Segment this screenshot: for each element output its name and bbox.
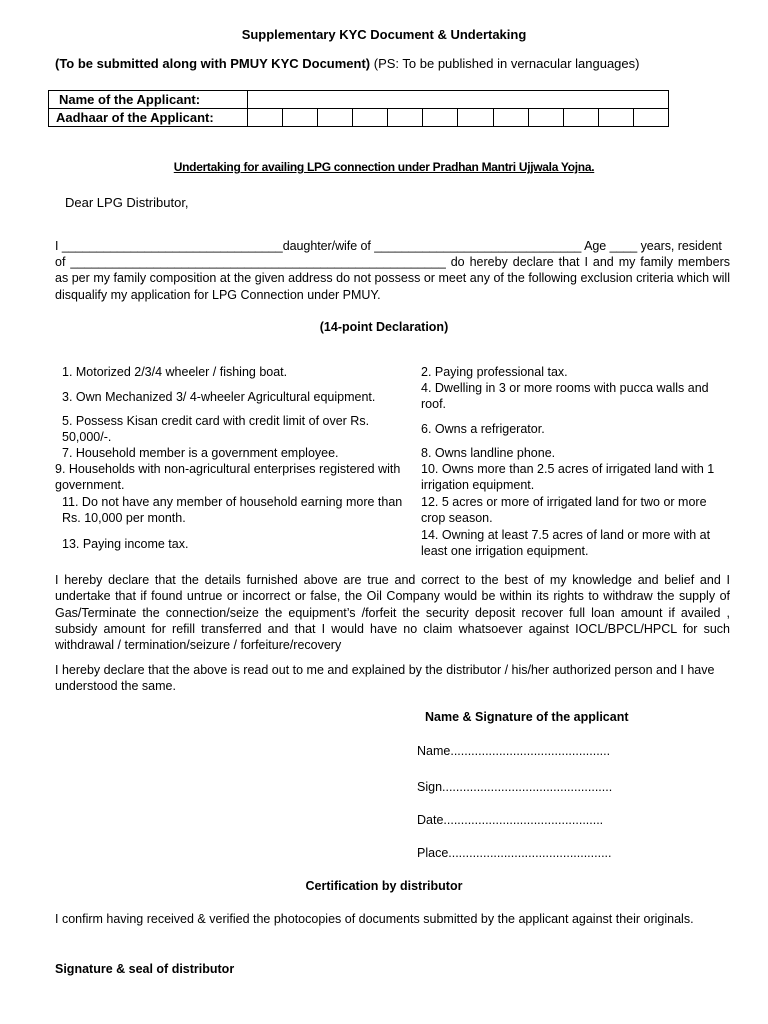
certification-text: I confirm having received & verified the photocopies of documents submitted by the applicant against their originals. bbox=[55, 912, 694, 926]
declaration-item: 1. Motorized 2/3/4 wheeler / fishing boat. bbox=[62, 365, 288, 379]
declaration-item: 14. Owning at least 7.5 acres of land or more with at least one irrigation equipment. bbox=[421, 528, 711, 559]
declaration-item: 13. Paying income tax. bbox=[62, 537, 189, 551]
declaration-item: 3. Own Mechanized 3/ 4-wheeler Agricultural equipment. bbox=[62, 390, 376, 404]
distributor-signature-seal: Signature & seal of distributor bbox=[55, 962, 235, 976]
applicant-table bbox=[48, 90, 669, 127]
aadhaar-digit-box[interactable] bbox=[388, 109, 423, 127]
intro-paragraph: of ______________________________________________________ do hereby declare that I and my family members as per my family composition at the given address do not possess or meet any of the following exclusion criteria which will disqualify my application for LPG Connection under PMUY. bbox=[55, 255, 730, 302]
declaration-item: 9. Households with non-agricultural enterprises registered with government. bbox=[55, 462, 401, 493]
aadhaar-digit-box[interactable] bbox=[493, 109, 528, 127]
aadhaar-digit-box[interactable] bbox=[528, 109, 563, 127]
aadhaar-digit-box[interactable] bbox=[353, 109, 388, 127]
applicant-name-field[interactable] bbox=[248, 91, 669, 109]
read-out-paragraph: I hereby declare that the above is read out to me and explained by the distributor / his/her authorized person and I have understood the same. bbox=[55, 663, 715, 694]
applicant-aadhaar-row bbox=[49, 109, 669, 127]
aadhaar-digit-box[interactable] bbox=[423, 109, 458, 127]
aadhaar-digit-box[interactable] bbox=[318, 109, 353, 127]
declaration-item: 10. Owns more than 2.5 acres of irrigated land with 1 irrigation equipment. bbox=[421, 462, 715, 493]
aadhaar-digit-box[interactable] bbox=[283, 109, 318, 127]
applicant-date-line[interactable]: Date.............................................. bbox=[417, 813, 604, 827]
aadhaar-digit-box[interactable] bbox=[248, 109, 283, 127]
applicant-name-line[interactable]: Name.............................................. bbox=[417, 744, 611, 758]
declaration-item: 6. Owns a refrigerator. bbox=[421, 422, 545, 436]
declaration-item: 5. Possess Kisan credit card with credit limit of over Rs. 50,000/-. bbox=[62, 414, 370, 445]
aadhaar-digit-box[interactable] bbox=[598, 109, 633, 127]
salutation: Dear LPG Distributor, bbox=[65, 195, 189, 210]
declaration-paragraph: I hereby declare that the details furnished above are true and correct to the best of my knowledge and belief and I undertake that if found untrue or incorrect or false, the Oil Company would be within its rights to withdraw the supply of Gas/Terminate the connection/seize the equipment’s /forfeit the security deposit recover full loan amount if availed , subsidy amount for refill transferred and that I would have no claim whatsoever against IOCL/BPCL/HPCL for such withdrawal / termination/seizure / forfeiture/recovery bbox=[55, 573, 730, 653]
declaration-item: 8. Owns landline phone. bbox=[421, 446, 556, 460]
aadhaar-digit-box[interactable] bbox=[633, 109, 668, 127]
applicant-aadhaar-label: Aadhaar of the Applicant: bbox=[49, 109, 248, 127]
applicant-place-line[interactable]: Place............................................... bbox=[417, 846, 612, 860]
declaration-item: 12. 5 acres or more of irrigated land for two or more crop season. bbox=[421, 495, 707, 526]
applicant-name-label: Name of the Applicant: bbox=[49, 91, 248, 109]
applicant-sign-line[interactable]: Sign................................................. bbox=[417, 780, 613, 794]
signature-heading: Name & Signature of the applicant bbox=[425, 710, 629, 724]
aadhaar-digit-box[interactable] bbox=[563, 109, 598, 127]
applicant-name-row bbox=[49, 91, 669, 109]
declaration-title: (14-point Declaration) bbox=[319, 320, 449, 334]
declaration-item: 4. Dwelling in 3 or more rooms with pucca walls and roof. bbox=[421, 381, 709, 412]
undertaking-title: Undertaking for availing LPG connection under Pradhan Mantri Ujjwala Yojna. bbox=[173, 160, 595, 174]
declaration-item: 7. Household member is a government employee. bbox=[62, 446, 339, 460]
declaration-item: 2. Paying professional tax. bbox=[421, 365, 568, 379]
subtitle-note: (PS: To be published in vernacular languages) bbox=[370, 56, 640, 71]
certification-title: Certification by distributor bbox=[305, 879, 463, 893]
declaration-item: 11. Do not have any member of household earning more than Rs. 10,000 per month. bbox=[62, 495, 403, 526]
document-subtitle bbox=[55, 56, 639, 71]
aadhaar-digit-box[interactable] bbox=[458, 109, 493, 127]
document-title: Supplementary KYC Document & Undertaking bbox=[241, 27, 527, 42]
subtitle-bold: (To be submitted along with PMUY KYC Document) bbox=[55, 56, 371, 71]
intro-line-1: I ________________________________daughter/wife of ______________________________ Age ____ years, resident bbox=[55, 239, 722, 253]
